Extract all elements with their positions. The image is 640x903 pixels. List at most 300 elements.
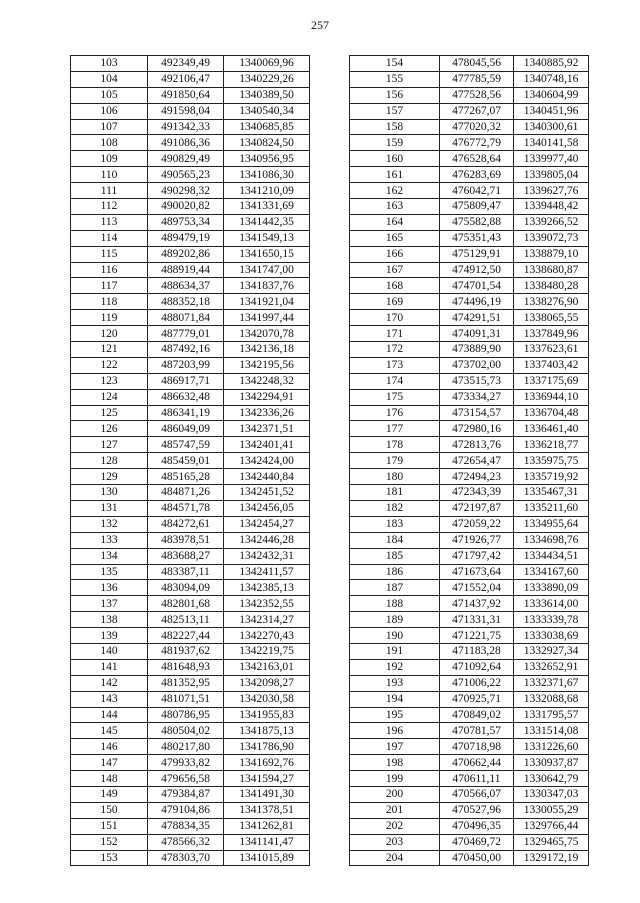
x-coordinate-cell: 491850,64 [148,87,224,103]
point-number-cell: 107 [71,119,148,135]
point-number-cell: 195 [350,707,440,723]
point-number-cell: 164 [350,214,440,230]
table-row [71,834,310,850]
x-coordinate-cell: 489202,86 [148,246,224,262]
x-coordinate-cell: 490298,32 [148,183,224,199]
point-number-cell: 157 [350,103,440,119]
x-coordinate-cell: 480786,95 [148,707,224,723]
point-number-cell: 174 [350,373,440,389]
table-row [71,469,310,485]
y-coordinate-cell: 1342314,27 [224,612,310,628]
point-number-cell: 194 [350,691,440,707]
x-coordinate-cell: 474912,50 [440,262,514,278]
table-row [71,580,310,596]
point-number-cell: 149 [71,786,148,802]
y-coordinate-cell: 1341692,76 [224,755,310,771]
y-coordinate-cell: 1339072,73 [514,230,589,246]
y-coordinate-cell: 1334698,76 [514,532,589,548]
table-row [71,485,310,501]
point-number-cell: 143 [71,691,148,707]
point-number-cell: 136 [71,580,148,596]
point-number-cell: 129 [71,469,148,485]
x-coordinate-cell: 472197,87 [440,500,514,516]
x-coordinate-cell: 470849,02 [440,707,514,723]
table-row [71,723,310,739]
point-number-cell: 116 [71,262,148,278]
y-coordinate-cell: 1337849,96 [514,326,589,342]
y-coordinate-cell: 1341921,04 [224,294,310,310]
y-coordinate-cell: 1341837,76 [224,278,310,294]
y-coordinate-cell: 1342352,55 [224,596,310,612]
y-coordinate-cell: 1342098,27 [224,675,310,691]
x-coordinate-cell: 474496,19 [440,294,514,310]
table-row [71,818,310,834]
x-coordinate-cell: 471183,28 [440,643,514,659]
x-coordinate-cell: 478303,70 [148,850,224,866]
y-coordinate-cell: 1340389,50 [224,87,310,103]
table-row [71,707,310,723]
table-row [350,643,589,659]
table-row [71,564,310,580]
point-number-cell: 138 [71,612,148,628]
point-number-cell: 199 [350,771,440,787]
point-number-cell: 113 [71,214,148,230]
point-number-cell: 153 [71,850,148,866]
table-row [350,405,589,421]
point-number-cell: 188 [350,596,440,612]
point-number-cell: 108 [71,135,148,151]
y-coordinate-cell: 1335467,31 [514,485,589,501]
point-number-cell: 124 [71,389,148,405]
y-coordinate-cell: 1340956,95 [224,151,310,167]
x-coordinate-cell: 475129,91 [440,246,514,262]
point-number-cell: 144 [71,707,148,723]
table-row [350,262,589,278]
point-number-cell: 185 [350,548,440,564]
point-number-cell: 128 [71,453,148,469]
table-row [71,246,310,262]
table-row [350,548,589,564]
y-coordinate-cell: 1330642,79 [514,771,589,787]
y-coordinate-cell: 1336461,40 [514,421,589,437]
table-row [350,71,589,87]
table-row [350,834,589,850]
x-coordinate-cell: 475809,47 [440,199,514,215]
table-row [71,755,310,771]
x-coordinate-cell: 479933,82 [148,755,224,771]
table-row [71,675,310,691]
y-coordinate-cell: 1338879,10 [514,246,589,262]
table-row [350,151,589,167]
y-coordinate-cell: 1342454,27 [224,516,310,532]
point-number-cell: 147 [71,755,148,771]
y-coordinate-cell: 1329465,75 [514,834,589,850]
x-coordinate-cell: 471221,75 [440,628,514,644]
x-coordinate-cell: 470469,72 [440,834,514,850]
table-row [350,135,589,151]
point-number-cell: 180 [350,469,440,485]
x-coordinate-cell: 484871,26 [148,485,224,501]
point-number-cell: 170 [350,310,440,326]
table-row [71,389,310,405]
y-coordinate-cell: 1340824,50 [224,135,310,151]
table-row [350,103,589,119]
table-row [350,357,589,373]
y-coordinate-cell: 1332927,34 [514,643,589,659]
y-coordinate-cell: 1341875,13 [224,723,310,739]
x-coordinate-cell: 472654,47 [440,453,514,469]
y-coordinate-cell: 1330347,03 [514,786,589,802]
point-number-cell: 112 [71,199,148,215]
x-coordinate-cell: 478045,56 [440,56,514,72]
point-number-cell: 154 [350,56,440,72]
table-row [71,453,310,469]
point-number-cell: 186 [350,564,440,580]
table-row [71,342,310,358]
x-coordinate-cell: 470925,71 [440,691,514,707]
x-coordinate-cell: 472980,16 [440,421,514,437]
table-row [71,405,310,421]
point-number-cell: 133 [71,532,148,548]
table-row [350,56,589,72]
point-number-cell: 104 [71,71,148,87]
table-row [71,802,310,818]
y-coordinate-cell: 1341747,00 [224,262,310,278]
point-number-cell: 187 [350,580,440,596]
y-coordinate-cell: 1342195,56 [224,357,310,373]
y-coordinate-cell: 1342070,78 [224,326,310,342]
point-number-cell: 123 [71,373,148,389]
table-row [350,818,589,834]
x-coordinate-cell: 480217,80 [148,739,224,755]
y-coordinate-cell: 1342248,32 [224,373,310,389]
y-coordinate-cell: 1340069,96 [224,56,310,72]
point-number-cell: 145 [71,723,148,739]
table-row [71,771,310,787]
y-coordinate-cell: 1334434,51 [514,548,589,564]
table-row [350,183,589,199]
x-coordinate-cell: 470450,00 [440,850,514,866]
coordinates-table-left [70,55,310,866]
y-coordinate-cell: 1330937,87 [514,755,589,771]
table-row [71,500,310,516]
y-coordinate-cell: 1342424,00 [224,453,310,469]
point-number-cell: 196 [350,723,440,739]
x-coordinate-cell: 474701,54 [440,278,514,294]
table-row [350,532,589,548]
y-coordinate-cell: 1331514,08 [514,723,589,739]
table-row [350,707,589,723]
point-number-cell: 126 [71,421,148,437]
x-coordinate-cell: 483978,51 [148,532,224,548]
x-coordinate-cell: 491598,04 [148,103,224,119]
point-number-cell: 197 [350,739,440,755]
point-number-cell: 146 [71,739,148,755]
x-coordinate-cell: 475582,88 [440,214,514,230]
point-number-cell: 110 [71,167,148,183]
x-coordinate-cell: 488919,44 [148,262,224,278]
y-coordinate-cell: 1342432,31 [224,548,310,564]
table-row [350,485,589,501]
page-number: 257 [311,18,329,32]
table-row [71,214,310,230]
x-coordinate-cell: 486049,09 [148,421,224,437]
y-coordinate-cell: 1338480,28 [514,278,589,294]
x-coordinate-cell: 489753,34 [148,214,224,230]
table-row [350,771,589,787]
point-number-cell: 171 [350,326,440,342]
table-row [71,167,310,183]
table-row [350,199,589,215]
y-coordinate-cell: 1341997,44 [224,310,310,326]
table-row [71,373,310,389]
point-number-cell: 151 [71,818,148,834]
y-coordinate-cell: 1342440,84 [224,469,310,485]
point-number-cell: 165 [350,230,440,246]
point-number-cell: 105 [71,87,148,103]
x-coordinate-cell: 470781,57 [440,723,514,739]
point-number-cell: 168 [350,278,440,294]
y-coordinate-cell: 1329172,19 [514,850,589,866]
x-coordinate-cell: 477020,32 [440,119,514,135]
x-coordinate-cell: 488352,18 [148,294,224,310]
y-coordinate-cell: 1337175,69 [514,373,589,389]
y-coordinate-cell: 1339448,42 [514,199,589,215]
point-number-cell: 166 [350,246,440,262]
x-coordinate-cell: 473154,57 [440,405,514,421]
point-number-cell: 132 [71,516,148,532]
table-row [350,516,589,532]
table-row [71,183,310,199]
x-coordinate-cell: 486341,19 [148,405,224,421]
x-coordinate-cell: 486917,71 [148,373,224,389]
point-number-cell: 122 [71,357,148,373]
table-row [71,596,310,612]
y-coordinate-cell: 1335719,92 [514,469,589,485]
x-coordinate-cell: 483688,27 [148,548,224,564]
x-coordinate-cell: 470662,44 [440,755,514,771]
x-coordinate-cell: 473515,73 [440,373,514,389]
table-row [71,850,310,866]
x-coordinate-cell: 476042,71 [440,183,514,199]
y-coordinate-cell: 1340141,58 [514,135,589,151]
table-row [71,643,310,659]
y-coordinate-cell: 1333614,00 [514,596,589,612]
x-coordinate-cell: 491342,33 [148,119,224,135]
x-coordinate-cell: 477528,56 [440,87,514,103]
y-coordinate-cell: 1342270,43 [224,628,310,644]
x-coordinate-cell: 473889,90 [440,342,514,358]
x-coordinate-cell: 470566,07 [440,786,514,802]
y-coordinate-cell: 1332371,67 [514,675,589,691]
x-coordinate-cell: 470718,98 [440,739,514,755]
point-number-cell: 139 [71,628,148,644]
x-coordinate-cell: 484571,78 [148,500,224,516]
point-number-cell: 155 [350,71,440,87]
table-row [350,326,589,342]
point-number-cell: 179 [350,453,440,469]
table-row [350,389,589,405]
point-number-cell: 119 [71,310,148,326]
table-row [350,453,589,469]
point-number-cell: 131 [71,500,148,516]
x-coordinate-cell: 476772,79 [440,135,514,151]
table-row [71,278,310,294]
y-coordinate-cell: 1332652,91 [514,659,589,675]
table-row [71,151,310,167]
point-number-cell: 161 [350,167,440,183]
table-row [71,310,310,326]
y-coordinate-cell: 1340748,16 [514,71,589,87]
x-coordinate-cell: 472343,39 [440,485,514,501]
point-number-cell: 134 [71,548,148,564]
x-coordinate-cell: 490829,49 [148,151,224,167]
point-number-cell: 150 [71,802,148,818]
point-number-cell: 158 [350,119,440,135]
x-coordinate-cell: 471673,64 [440,564,514,580]
x-coordinate-cell: 490565,23 [148,167,224,183]
point-number-cell: 152 [71,834,148,850]
x-coordinate-cell: 475351,43 [440,230,514,246]
point-number-cell: 121 [71,342,148,358]
y-coordinate-cell: 1341491,30 [224,786,310,802]
point-number-cell: 103 [71,56,148,72]
point-number-cell: 202 [350,818,440,834]
point-number-cell: 111 [71,183,148,199]
y-coordinate-cell: 1342411,57 [224,564,310,580]
x-coordinate-cell: 483094,09 [148,580,224,596]
x-coordinate-cell: 485747,59 [148,437,224,453]
point-number-cell: 203 [350,834,440,850]
y-coordinate-cell: 1342336,26 [224,405,310,421]
y-coordinate-cell: 1340604,99 [514,87,589,103]
table-row [71,357,310,373]
table-row [71,103,310,119]
table-row [71,659,310,675]
table-row [350,214,589,230]
y-coordinate-cell: 1341549,13 [224,230,310,246]
point-number-cell: 114 [71,230,148,246]
point-number-cell: 189 [350,612,440,628]
y-coordinate-cell: 1340685,85 [224,119,310,135]
point-number-cell: 178 [350,437,440,453]
point-number-cell: 167 [350,262,440,278]
x-coordinate-cell: 483387,11 [148,564,224,580]
y-coordinate-cell: 1329766,44 [514,818,589,834]
y-coordinate-cell: 1339977,40 [514,151,589,167]
y-coordinate-cell: 1341650,15 [224,246,310,262]
x-coordinate-cell: 477267,07 [440,103,514,119]
y-coordinate-cell: 1342219,75 [224,643,310,659]
x-coordinate-cell: 487779,01 [148,326,224,342]
point-number-cell: 127 [71,437,148,453]
table-row [350,723,589,739]
x-coordinate-cell: 476283,69 [440,167,514,183]
x-coordinate-cell: 489479,19 [148,230,224,246]
y-coordinate-cell: 1342294,91 [224,389,310,405]
y-coordinate-cell: 1341331,69 [224,199,310,215]
table-row [350,596,589,612]
table-row [350,580,589,596]
point-number-cell: 176 [350,405,440,421]
table-row [71,294,310,310]
point-number-cell: 118 [71,294,148,310]
coordinates-table-right [349,55,589,866]
y-coordinate-cell: 1342446,28 [224,532,310,548]
y-coordinate-cell: 1341594,27 [224,771,310,787]
point-number-cell: 190 [350,628,440,644]
table-row [71,691,310,707]
table-body-left [71,56,310,866]
x-coordinate-cell: 487203,99 [148,357,224,373]
y-coordinate-cell: 1333890,09 [514,580,589,596]
x-coordinate-cell: 471437,92 [440,596,514,612]
point-number-cell: 130 [71,485,148,501]
y-coordinate-cell: 1341210,09 [224,183,310,199]
point-number-cell: 198 [350,755,440,771]
table-row [71,135,310,151]
table-body-right [350,56,589,866]
table-row [350,612,589,628]
x-coordinate-cell: 488634,37 [148,278,224,294]
table-row [350,850,589,866]
point-number-cell: 169 [350,294,440,310]
y-coordinate-cell: 1337623,61 [514,342,589,358]
table-row [350,119,589,135]
table-row [350,230,589,246]
x-coordinate-cell: 470611,11 [440,771,514,787]
x-coordinate-cell: 481071,51 [148,691,224,707]
y-coordinate-cell: 1341015,89 [224,850,310,866]
table-row [350,87,589,103]
x-coordinate-cell: 474291,51 [440,310,514,326]
y-coordinate-cell: 1342385,13 [224,580,310,596]
point-number-cell: 156 [350,87,440,103]
x-coordinate-cell: 478834,35 [148,818,224,834]
table-row [350,278,589,294]
point-number-cell: 163 [350,199,440,215]
x-coordinate-cell: 473334,27 [440,389,514,405]
table-row [71,421,310,437]
x-coordinate-cell: 481352,95 [148,675,224,691]
point-number-cell: 159 [350,135,440,151]
table-row [350,739,589,755]
y-coordinate-cell: 1335211,60 [514,500,589,516]
x-coordinate-cell: 478566,32 [148,834,224,850]
x-coordinate-cell: 476528,64 [440,151,514,167]
table-row [71,739,310,755]
table-row [350,628,589,644]
x-coordinate-cell: 492106,47 [148,71,224,87]
y-coordinate-cell: 1340885,92 [514,56,589,72]
table-row [71,230,310,246]
y-coordinate-cell: 1331226,60 [514,739,589,755]
point-number-cell: 148 [71,771,148,787]
point-number-cell: 109 [71,151,148,167]
y-coordinate-cell: 1340300,61 [514,119,589,135]
y-coordinate-cell: 1342401,41 [224,437,310,453]
x-coordinate-cell: 471926,77 [440,532,514,548]
y-coordinate-cell: 1332088,68 [514,691,589,707]
table-row [350,421,589,437]
x-coordinate-cell: 479384,87 [148,786,224,802]
y-coordinate-cell: 1341786,90 [224,739,310,755]
table-row [71,612,310,628]
x-coordinate-cell: 482801,68 [148,596,224,612]
table-row [350,755,589,771]
point-number-cell: 142 [71,675,148,691]
x-coordinate-cell: 482227,44 [148,628,224,644]
